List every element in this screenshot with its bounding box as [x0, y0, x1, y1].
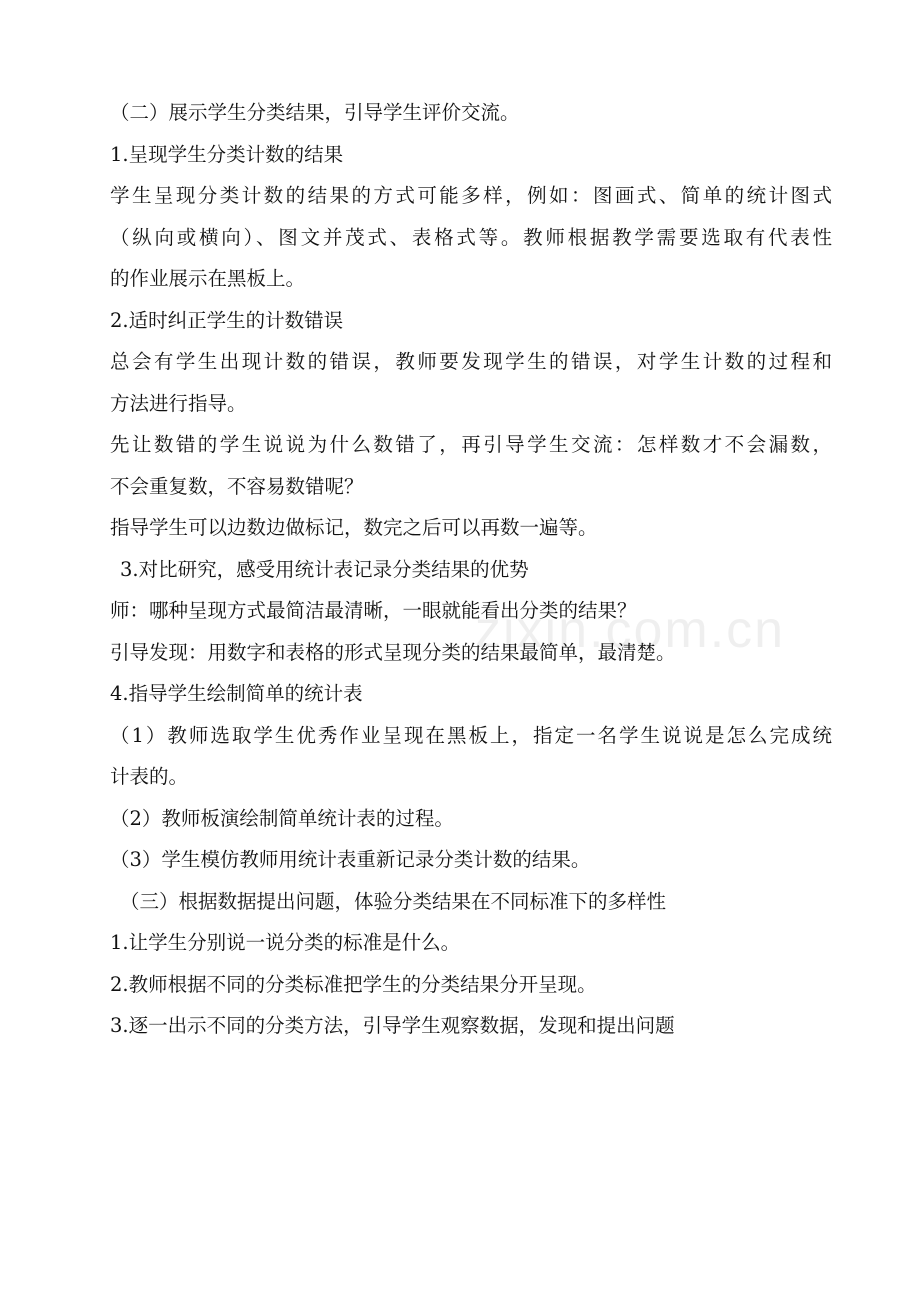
para-3-line-1: 先让数错的学生说说为什么数错了，再引导学生交流：怎样数才不会漏数，	[110, 433, 832, 456]
item-1-heading: 1.呈现学生分类计数的结果	[110, 142, 344, 166]
sub-2-line-1: （2）教师板演绘制简单统计表的过程。	[110, 806, 454, 830]
para-2-line-2: 方法进行指导。	[110, 391, 247, 415]
item-3-heading: 3.对比研究，感受用统计表记录分类结果的优势	[120, 557, 529, 581]
sub-1-line-2: 计表的。	[110, 765, 189, 788]
para-4-line-1: 指导学生可以边数边做标记，数完之后可以再数一遍等。	[110, 516, 598, 539]
item-2-heading: 2.适时纠正学生的计数错误	[110, 308, 344, 332]
para-1-line-1: 学生呈现分类计数的结果的方式可能多样，例如：图画式、简单的统计图式	[110, 184, 832, 207]
para-6-line-1: 引导发现：用数字和表格的形式呈现分类的结果最简单，最清楚。	[110, 640, 676, 664]
sub-3-line-1: （3）学生模仿教师用统计表重新记录分类计数的结果。	[110, 848, 591, 871]
sub-1-line-1: （1）教师选取学生优秀作业呈现在黑板上，指定一名学生说说是怎么完成统	[110, 723, 832, 747]
para-1-line-3: 的作业展示在黑板上。	[110, 267, 306, 290]
item-3-1: 1.让学生分别说一说分类的标准是什么。	[110, 931, 461, 954]
item-3-3: 3.逐一出示不同的分类方法，引导学生观察数据，发现和提出问题	[110, 1014, 675, 1037]
section-2-heading: （二）展示学生分类结果，引导学生评价交流。	[110, 101, 520, 124]
item-4-heading: 4.指导学生绘制简单的统计表	[110, 682, 363, 705]
para-2-line-1: 总会有学生出现计数的错误，教师要发现学生的错误，对学生计数的过程和	[110, 350, 832, 373]
para-1-line-2: （纵向或横向）、图文并茂式、表格式等。教师根据教学需要选取有代表性	[110, 225, 832, 249]
document-body	[110, 92, 832, 1047]
item-3-2: 2.教师根据不同的分类标准把学生的分类结果分开呈现。	[110, 972, 597, 996]
section-3-heading: （三）根据数据提出问题，体验分类结果在不同标准下的多样性	[120, 889, 667, 913]
para-3-line-2: 不会重复数，不容易数错呢？	[110, 474, 364, 498]
para-5-line-1: 师：哪种呈现方式最简洁最清晰，一眼就能看出分类的结果？	[110, 599, 637, 622]
watermark: zixin.com.cn	[475, 601, 786, 659]
